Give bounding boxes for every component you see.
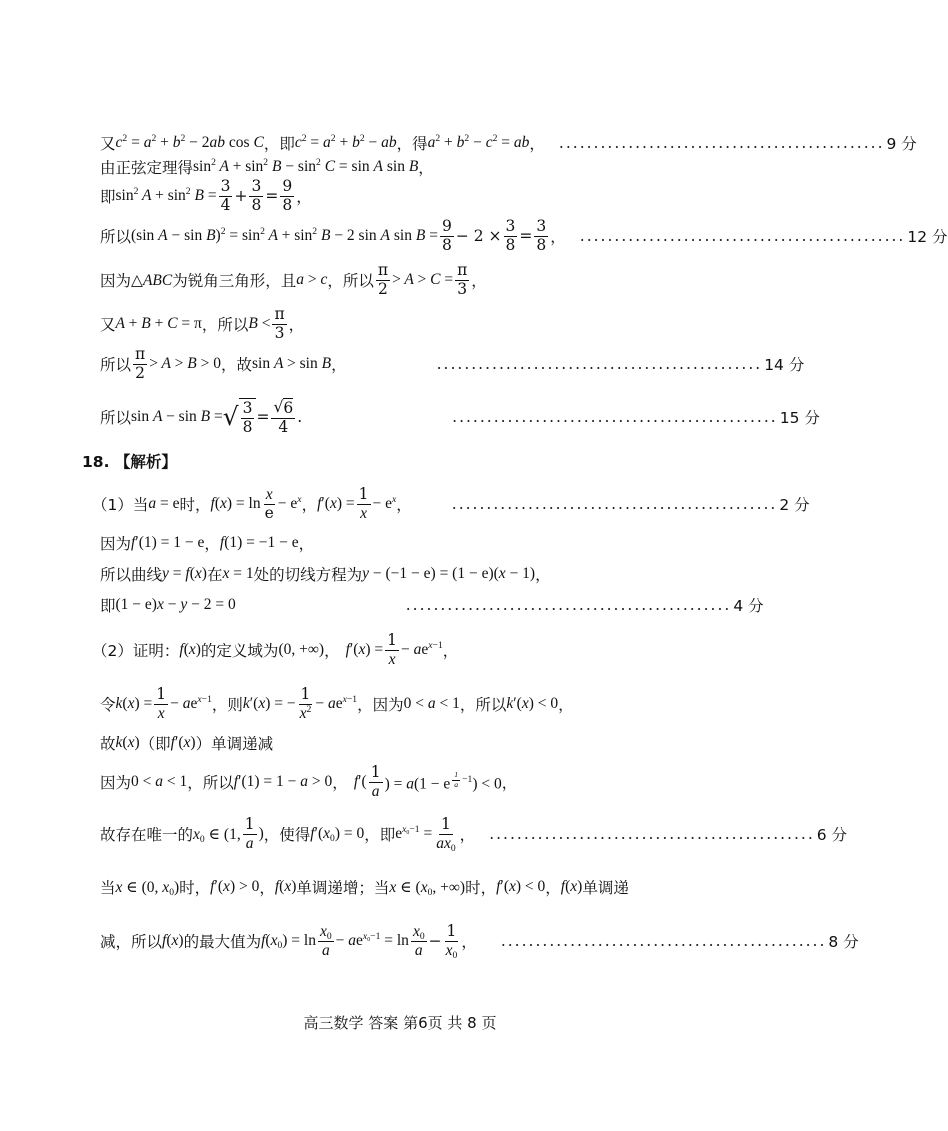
line-final-result: 所以 sin A − sin B = √ $\frac{3}{8}$ = √ 6 4 . ............................................... 15 分 xyxy=(100,397,820,436)
score-8: 8 分 xyxy=(828,933,859,951)
line-sum-squares: 即 $\sin^2 A + \sin^2 B$ = $\frac{3}{4}$ + $\frac{3}{8}$ = $\frac{9}{8}$ ， xyxy=(100,176,312,214)
score-14: 14 分 xyxy=(764,356,805,374)
line-angle-sum: 又 A + B + C = π ，所以 B < $\frac{\pi}{3}$ ， xyxy=(100,304,305,342)
score-12: 12 分 xyxy=(907,228,948,246)
score-2: 2 分 xyxy=(779,496,810,514)
part2-monotone: 故 k(x) （即 f′(x) ）单调递减 xyxy=(100,734,274,753)
part1-tangent-result: 即 (1 − e)x − y − 2 = 0 ............................................... 4 分 xyxy=(100,596,764,615)
score-15: 15 分 xyxy=(779,409,820,427)
part1-definition: （1）当 a = e 时， f(x) = ln $\frac{x}{e}$ − $e^x$ ， f′(x) = $\frac{1}{x}$ − $e^x$ ， ............................................... 2 分 xyxy=(92,484,810,522)
line-acute-triangle: 因为 △ABC 为锐角三角形，且 a > c ，所以 $\frac{\pi}{2}$ > A > C = $\frac{\pi}{3}$ ， xyxy=(100,260,487,298)
part1-values: 因为 f′(1) = 1 − e ， f(1) = −1 − e ， xyxy=(100,534,315,553)
page-footer: 高三数学 答案 第6页 共 8 页 xyxy=(303,1014,497,1032)
part2-unique-zero: 故存在唯一的 $x_0$ ∈ (1, $\frac{1}{a}$ ) ，使得 $f'(x_0) = 0$ ，即 $e^{x_0-1}$ = $\frac{1}{ax_0}$ ， ............................................... 6 分 xyxy=(100,814,848,854)
part2-domain: （2）证明： f(x) 的定义域为 (0, +∞) ， f′(x) = $\frac{1}{x}$ − $ae^{x-1}$ ， xyxy=(92,630,459,668)
line-difference-square: 所以 (sin $A - \sin B)^2 = \sin^2 A + \sin^2 B - 2$ sin A sin B = $\frac{9}{8}$ − 2 × $\frac{3}{8}$ = $\frac{3}{8}$ ， ............................................... 12 分 xyxy=(100,216,948,254)
part2-sign-check: 因为 0 < a < 1 ，所以 f′(1) = 1 − a > 0 ， f′( $\frac{1}{a}$ ) = a(1 − e $^{\frac{1}{a} -1}$) < 0 ， xyxy=(100,762,518,800)
part1-tangent: 所以曲线 y = f(x) 在 x = 1 处的切线方程为 y − (−1 − e) = (1 − e)(x − 1) ， xyxy=(100,565,551,584)
line-sin-compare: 所以 $\frac{\pi}{2}$ > A > B > 0 ，故 sin A > sin B ， ............................................... 14 分 xyxy=(100,344,805,382)
section-18-heading: 18. 【解析】 xyxy=(82,453,177,471)
score-4: 4 分 xyxy=(733,597,764,615)
line-sine-law: 由正弦定理得 $\sin^2 A + \sin^2 B - \sin^2 C = \sin A$ sin B ， xyxy=(100,157,434,177)
part2-derivative: 令 k(x) = $\frac{1}{x}$ − $ae^{x-1}$ ，则 k′(x) = − $\frac{1}{x^2}$ − $ae^{x-1}$ ，因为 0 < a < 1 ，所以 k′(x) < 0 ， xyxy=(100,684,574,722)
score-9: 9 分 xyxy=(886,135,917,153)
part2-maximum: 减，所以 f(x) 的最大值为 $f(x_0) = \ln$ $\frac{x_0}{a}$ − $ae^{x_0-1} = \ln$ $\frac{x_0}{a}$ − $\frac{1}{x_0}$ ， ............................................... 8 分 xyxy=(100,921,859,961)
line-cosine-law: 又 $c^2 = a^2 + b^2 - 2ab$ cos C ，即 $c^2 = a^2 + b^2$ − ab ，得 $a^2 + b^2 - c^2$ = ab ， ............................................... 9 分 xyxy=(100,133,917,153)
score-6: 6 分 xyxy=(816,826,848,844)
part2-intervals: 当 x ∈ (0, $x_0$) 时， f′(x) > 0 ， f(x) 单调递增；当 x ∈ ($x_0$, +∞) 时， f′(x) < 0 ， f(x) 单调递 xyxy=(100,878,629,898)
